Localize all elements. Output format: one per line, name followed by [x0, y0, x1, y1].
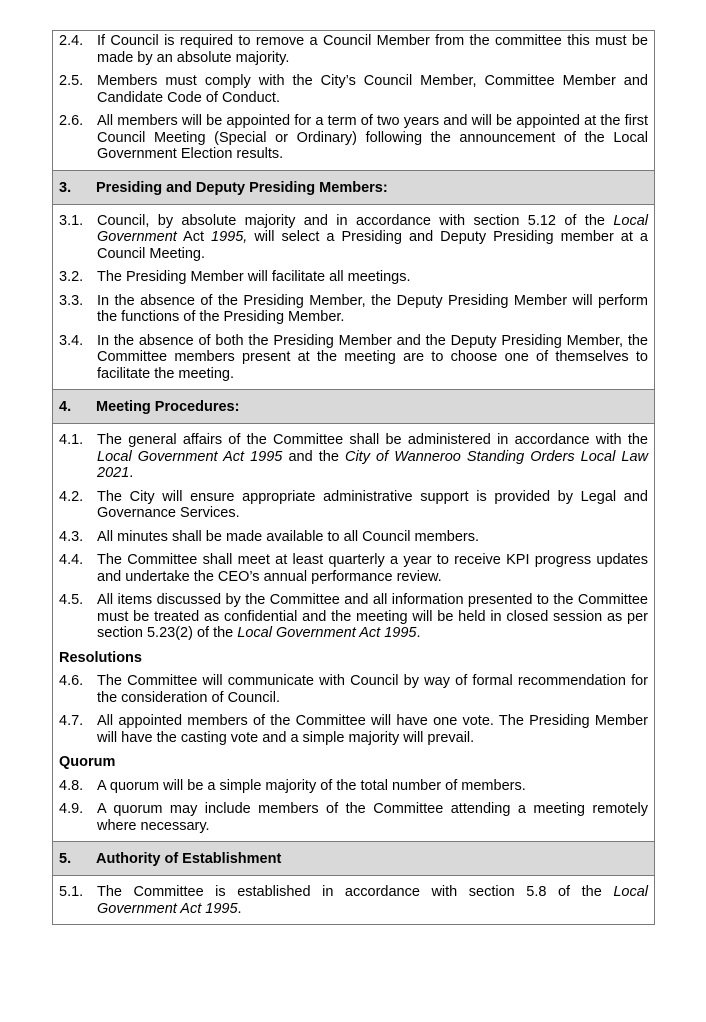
section-title: Authority of Establishment: [96, 851, 282, 867]
clause-number: 4.1.: [59, 432, 84, 448]
clause-text: Council, by absolute majority and in accordance with section 5.12 of the Local Government Act 1995, will select a Presiding and Deputy Presiding member at a Council Meeting.: [97, 212, 648, 262]
clause-text: The Committee will communicate with Council by way of formal recommendation for the consideration of Council.: [97, 673, 648, 706]
clause-text: All minutes shall be made available to all Council members.: [97, 528, 480, 545]
section-number: 3.: [59, 179, 72, 196]
section-5-header: [53, 842, 654, 876]
clause-number: 4.6.: [59, 673, 84, 689]
section-5: [52, 842, 655, 925]
clause-text: The Committee is established in accordance with section 5.8 of the Local Government Act 1995.: [97, 884, 648, 917]
clause-text: If Council is required to remove a Council Member from the committee this must be made by an absolute majority.: [97, 33, 648, 66]
clause-number: 3.4.: [59, 332, 84, 349]
clause-2-4: [59, 33, 648, 66]
clause-text: All items discussed by the Committee and all information presented to the Committee must be treated as confidential and the meeting will be held in closed session as per section 5.23(2) of the Local Government Act 1995.: [97, 592, 648, 641]
clause-4-7: [59, 713, 648, 746]
clause-number: 2.6.: [59, 113, 84, 129]
clause-2-5: [59, 73, 648, 106]
clause-text: The Committee shall meet at least quarterly a year to receive KPI progress updates and undertake the CEO’s annual performance review.: [97, 552, 648, 585]
clause-text: In the absence of the Presiding Member, the Deputy Presiding Member will perform the functions of the Presiding Member.: [97, 292, 648, 325]
section-number: 4.: [59, 399, 72, 415]
clause-4-4: [59, 552, 648, 585]
clause-number: 4.2.: [59, 488, 84, 505]
clause-2-6: [59, 113, 648, 163]
section-title: Presiding and Deputy Presiding Members:: [96, 179, 388, 196]
clause-text: The Presiding Member will facilitate all meetings.: [97, 269, 411, 285]
section-number: 5.: [59, 851, 72, 867]
clause-4-1: [59, 432, 648, 482]
clause-4-5: [59, 592, 648, 642]
clause-4-9: [59, 801, 648, 834]
clause-number: 2.4.: [59, 33, 84, 49]
clause-number: 3.3.: [59, 292, 84, 309]
clause-text: A quorum may include members of the Committee attending a meeting remotely where necessary.: [97, 801, 648, 834]
clause-3-1: [59, 213, 648, 263]
clause-text: The general affairs of the Committee shall be administered in accordance with the Local Government Act 1995 and the City of Wanneroo Standing Orders Local Law 2021.: [97, 432, 648, 481]
quorum-heading: Quorum: [59, 754, 116, 770]
document: [52, 30, 655, 925]
clause-3-3: [59, 293, 648, 326]
section-2-continued: [52, 30, 655, 171]
clause-number: 3.2.: [59, 269, 84, 285]
clause-4-2: [59, 489, 648, 522]
clause-3-2: [59, 269, 648, 286]
clause-number: 4.4.: [59, 552, 84, 568]
resolutions-heading: Resolutions: [59, 649, 142, 666]
clause-text: All appointed members of the Committee will have one vote. The Presiding Member will have the casting vote and a simple majority will prevail.: [97, 713, 648, 746]
clause-number: 3.1.: [59, 212, 84, 229]
clause-5-1: [59, 884, 648, 917]
clause-number: 4.5.: [59, 592, 84, 608]
clause-text: In the absence of both the Presiding Member and the Deputy Presiding Member, the Committee members present at the meeting are to choose one of themselves to facilitate the meeting.: [97, 332, 648, 382]
section-4: [52, 390, 655, 842]
clause-text: All members will be appointed for a term of two years and will be appointed at the first Council Meeting (Special or Ordinary) following the announcement of the Local Government Election results.: [97, 113, 648, 162]
clause-text: A quorum will be a simple majority of the total number of members.: [97, 777, 526, 794]
clause-3-4: [59, 333, 648, 383]
section-4-header: [53, 390, 654, 424]
clause-4-3: [59, 529, 648, 546]
section-3-header: [53, 171, 654, 205]
clause-number: 2.5.: [59, 73, 84, 89]
section-3: [52, 171, 655, 391]
clause-4-8: [59, 778, 648, 795]
clause-number: 4.9.: [59, 801, 84, 817]
clause-text: The City will ensure appropriate administrative support is provided by Legal and Governance Services.: [97, 488, 648, 521]
clause-number: 4.8.: [59, 777, 84, 794]
clause-number: 4.7.: [59, 713, 84, 729]
section-title: Meeting Procedures:: [96, 399, 240, 415]
clause-text: Members must comply with the City’s Council Member, Committee Member and Candidate Code of Conduct.: [97, 73, 648, 106]
clause-number: 4.3.: [59, 528, 84, 545]
clause-4-6: [59, 673, 648, 706]
clause-number: 5.1.: [59, 884, 84, 900]
